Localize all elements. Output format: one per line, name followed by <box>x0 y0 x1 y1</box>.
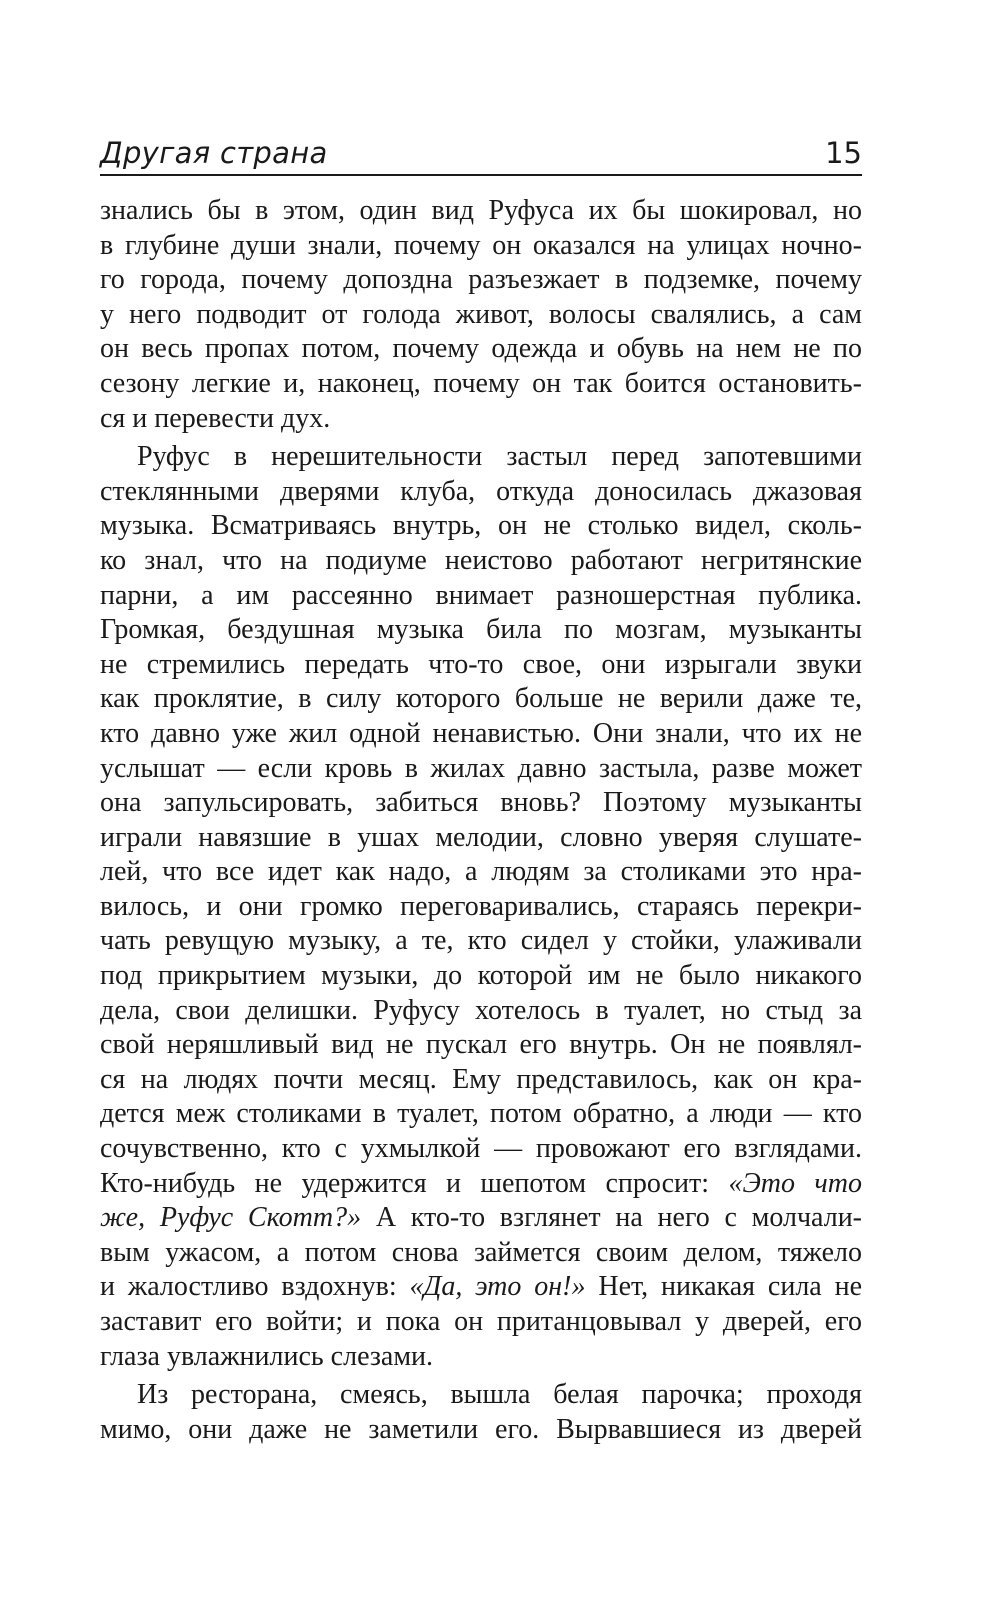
text-line <box>100 717 862 752</box>
text-line <box>100 648 862 683</box>
text-segment: ко знал, что на подиуме неистово работают негритянские <box>100 544 862 576</box>
text-segment: Нет, никакая сила не <box>585 1271 862 1303</box>
text-segment: и жалостливо вздохнув: <box>100 1271 410 1303</box>
text-line <box>100 1028 862 1063</box>
text-line <box>100 579 862 614</box>
text-line <box>100 1378 862 1413</box>
text-line <box>100 994 862 1029</box>
text-segment: А кто-то взглянет на него с молчали- <box>361 1202 862 1234</box>
text-segment: она запульсировать, забиться вновь? Поэтому музыканты <box>100 787 862 819</box>
text-line <box>100 959 862 994</box>
text-segment: Из ресторана, смеясь, вышла белая парочка; проходя <box>137 1379 862 1411</box>
book-page <box>100 118 862 1447</box>
text-line <box>100 194 862 229</box>
body-text <box>100 194 862 1447</box>
text-segment: ся на людях почти месяц. Ему представилось, как он кра- <box>100 1063 862 1095</box>
text-line <box>100 402 862 437</box>
text-line <box>100 1063 862 1098</box>
text-line <box>100 1167 862 1202</box>
text-line <box>100 855 862 890</box>
text-segment: Громкая, бездушная музыка била по мозгам, музыканты <box>100 614 862 646</box>
text-line <box>100 544 862 579</box>
text-line <box>100 475 862 510</box>
text-line <box>100 509 862 544</box>
text-segment: под прикрытием музыки, до которой им не было никакого <box>100 960 862 992</box>
text-segment: вилось, и они громко переговаривались, стараясь перекри- <box>100 890 862 922</box>
italic-quote: же, Руфус Скотт?» <box>100 1202 362 1234</box>
text-segment: ся и перевести дух. <box>100 402 331 434</box>
paragraph <box>100 440 862 1374</box>
text-line <box>100 682 862 717</box>
text-line <box>100 1340 862 1375</box>
text-segment: в глубине души знали, почему он оказался на улицах ночно- <box>100 229 862 261</box>
text-line <box>100 1132 862 1167</box>
italic-quote: «Это что <box>728 1167 862 1199</box>
text-segment: Кто-нибудь не удержится и шепотом спросит: <box>100 1167 729 1199</box>
text-line <box>100 1097 862 1132</box>
text-segment: го города, почему допоздна разъезжает в подземке, почему <box>100 264 862 296</box>
text-segment: сезону легкие и, наконец, почему он так боится остановить- <box>100 367 862 399</box>
text-segment: он весь пропах потом, почему одежда и обувь на нем не по <box>100 333 862 365</box>
text-segment: у него подводит от голода живот, волосы свалялись, а сам <box>100 298 862 330</box>
text-line <box>100 924 862 959</box>
text-line <box>100 752 862 787</box>
text-segment: лей, что все идет как надо, а людям за столиками это нра- <box>100 856 862 888</box>
text-segment: знались бы в этом, один вид Руфуса их бы шокировал, но <box>100 195 862 226</box>
text-segment: услышат — если кровь в жилах давно застыла, разве может <box>100 752 862 784</box>
text-line <box>100 440 862 475</box>
text-segment: дела, свои делишки. Руфусу хотелось в туалет, но стыд за <box>100 994 862 1026</box>
text-segment: играли навязшие в ушах мелодии, словно уверяя слушате- <box>100 821 862 853</box>
text-segment: Руфус в нерешительности застыл перед запотевшими <box>137 441 862 473</box>
text-line <box>100 821 862 856</box>
running-head <box>100 118 862 176</box>
text-line <box>100 1305 862 1340</box>
running-title: Другая страна <box>100 136 328 170</box>
text-line <box>100 890 862 925</box>
text-segment: чать ревущую музыку, а те, кто сидел у стойки, улаживали <box>100 925 862 957</box>
text-segment: дется меж столиками в туалет, потом обратно, а люди — кто <box>100 1098 862 1130</box>
text-segment: глаза увлажнились слезами. <box>100 1340 434 1372</box>
text-segment: стеклянными дверями клуба, откуда доносилась джазовая <box>100 475 862 507</box>
text-segment: не стремились передать что-то свое, они изрыгали звуки <box>100 648 862 680</box>
text-segment: сочувственно, кто с ухмылкой — провожают его взглядами. <box>100 1133 862 1165</box>
page-number: 15 <box>825 136 862 170</box>
italic-quote: «Да, это он!» <box>409 1271 586 1303</box>
text-line <box>100 1270 862 1305</box>
text-segment: вым ужасом, а потом снова займется своим делом, тяжело <box>100 1236 862 1268</box>
text-segment: как проклятие, в силу которого больше не верили даже те, <box>100 683 862 715</box>
text-segment: кто давно уже жил одной ненавистью. Они знали, что их не <box>100 717 862 749</box>
text-line <box>100 1201 862 1236</box>
text-line <box>100 786 862 821</box>
text-line <box>100 613 862 648</box>
text-line <box>100 1236 862 1271</box>
text-segment: музыка. Всматриваясь внутрь, он не столько видел, сколь- <box>100 510 862 542</box>
text-line <box>100 229 862 264</box>
text-line <box>100 263 862 298</box>
text-line <box>100 298 862 333</box>
text-segment: парни, а им рассеянно внимает разношерстная публика. <box>100 579 862 611</box>
text-line <box>100 1413 862 1448</box>
text-segment: мимо, они даже не заметили его. Вырвавшиеся из дверей <box>100 1413 862 1445</box>
text-segment: заставит его войти; и пока он пританцовывал у дверей, его <box>100 1306 862 1337</box>
text-segment: свой неряшливый вид не пускал его внутрь. Он не появлял- <box>100 1029 862 1061</box>
paragraph <box>100 1378 862 1447</box>
paragraph <box>100 194 862 436</box>
text-line <box>100 332 862 367</box>
text-line <box>100 367 862 402</box>
